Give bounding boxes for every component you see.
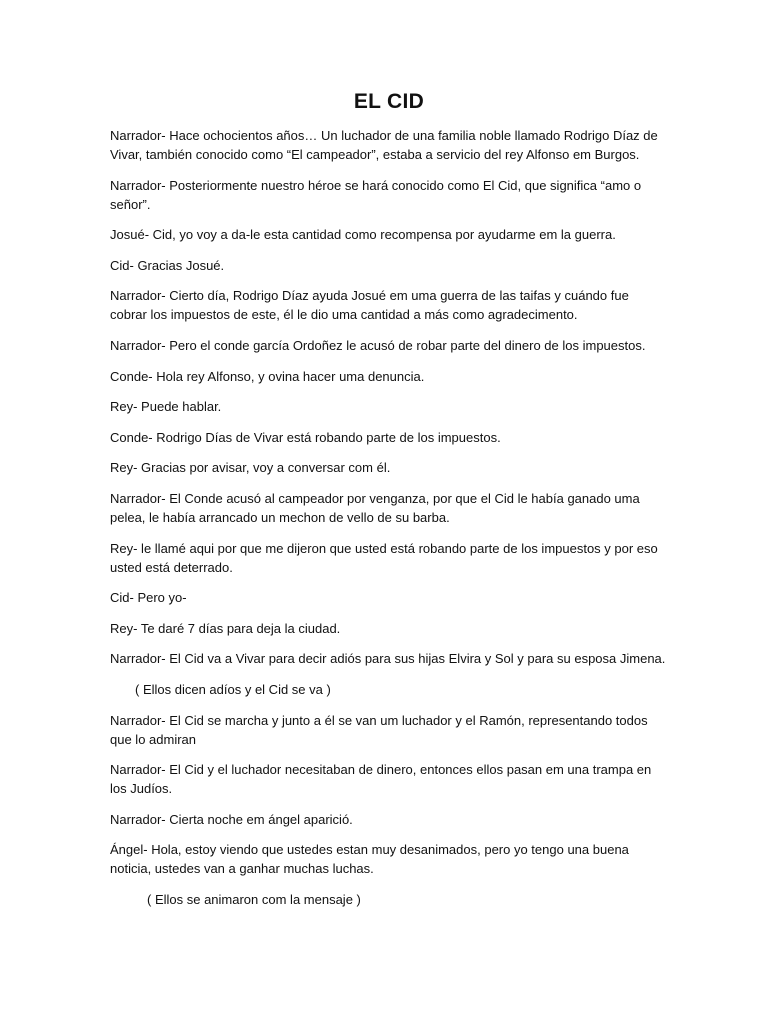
script-paragraph: Rey- le llamé aqui por que me dijeron que usted está robando parte de los impuestos y por eso usted está deterrado.	[110, 540, 658, 575]
script-paragraph: Rey- Gracias por avisar, voy a conversar com él.	[110, 460, 391, 476]
script-paragraph: Ángel- Hola, estoy viendo que ustedes estan muy desanimados, pero yo tengo una buena noticia, ustedes van a ganhar muchas luchas.	[110, 842, 629, 877]
script-paragraph: Narrador- Hace ochocientos años… Un luchador de una familia noble llamado Rodrigo Díaz de Vivar, también conocido como “El campeador”, estaba a servicio del rey Alfonso em Burgos.	[110, 128, 658, 162]
script-paragraph: Narrador- El Cid va a Vivar para decir adiós para sus hijas Elvira y Sol y para su esposa Jimena.	[110, 651, 666, 667]
script-paragraph: ( Ellos dicen adíos y el Cid se va )	[135, 681, 331, 697]
document-title: EL CID	[353, 90, 425, 113]
script-paragraph: Conde- Hola rey Alfonso, y ovina hacer uma denuncia.	[110, 368, 425, 384]
script-paragraph: Rey- Puede hablar.	[110, 399, 222, 415]
script-paragraph: Rey- Te daré 7 días para deja la ciudad.	[110, 620, 341, 636]
script-paragraph: Conde- Rodrigo Días de Vivar está robando parte de los impuestos.	[110, 429, 501, 445]
paragraph-list	[110, 126, 668, 909]
script-paragraph: Narrador- Cierta noche em ángel aparició.	[110, 811, 353, 827]
script-paragraph: Josué- Cid, yo voy a da-le esta cantidad como recompensa por ayudarme em la guerra.	[110, 227, 616, 243]
script-paragraph: Narrador- El Cid y el luchador necesitaban de dinero, entonces ellos pasan em una trampa en los Judíos.	[110, 762, 652, 797]
script-paragraph: Narrador- El Conde acusó al campeador por venganza, por que el Cid le había ganado uma pelea, le había arrancado un mechon de vello de su barba.	[110, 490, 640, 525]
script-paragraph: Narrador- Cierto día, Rodrigo Díaz ayuda Josué em uma guerra de las taifas y cuándo fue cobrar los impuestos de este, él le dio uma cantidad a más como agradecimento.	[110, 288, 629, 323]
script-paragraph: Cid- Gracias Josué.	[110, 257, 225, 273]
script-paragraph: Cid- Pero yo-	[110, 590, 187, 606]
script-paragraph: ( Ellos se animaron com la mensaje )	[147, 891, 361, 907]
script-paragraph: Narrador- Posteriormente nuestro héroe se hará conocido como El Cid, que significa “amo o señor”.	[110, 177, 642, 212]
script-paragraph: Narrador- Pero el conde garcía Ordoñez le acusó de robar parte del dinero de los impuestos.	[110, 337, 646, 353]
script-paragraph: Narrador- El Cid se marcha y junto a él se van um luchador y el Ramón, representando todos que lo admiran	[110, 712, 648, 747]
